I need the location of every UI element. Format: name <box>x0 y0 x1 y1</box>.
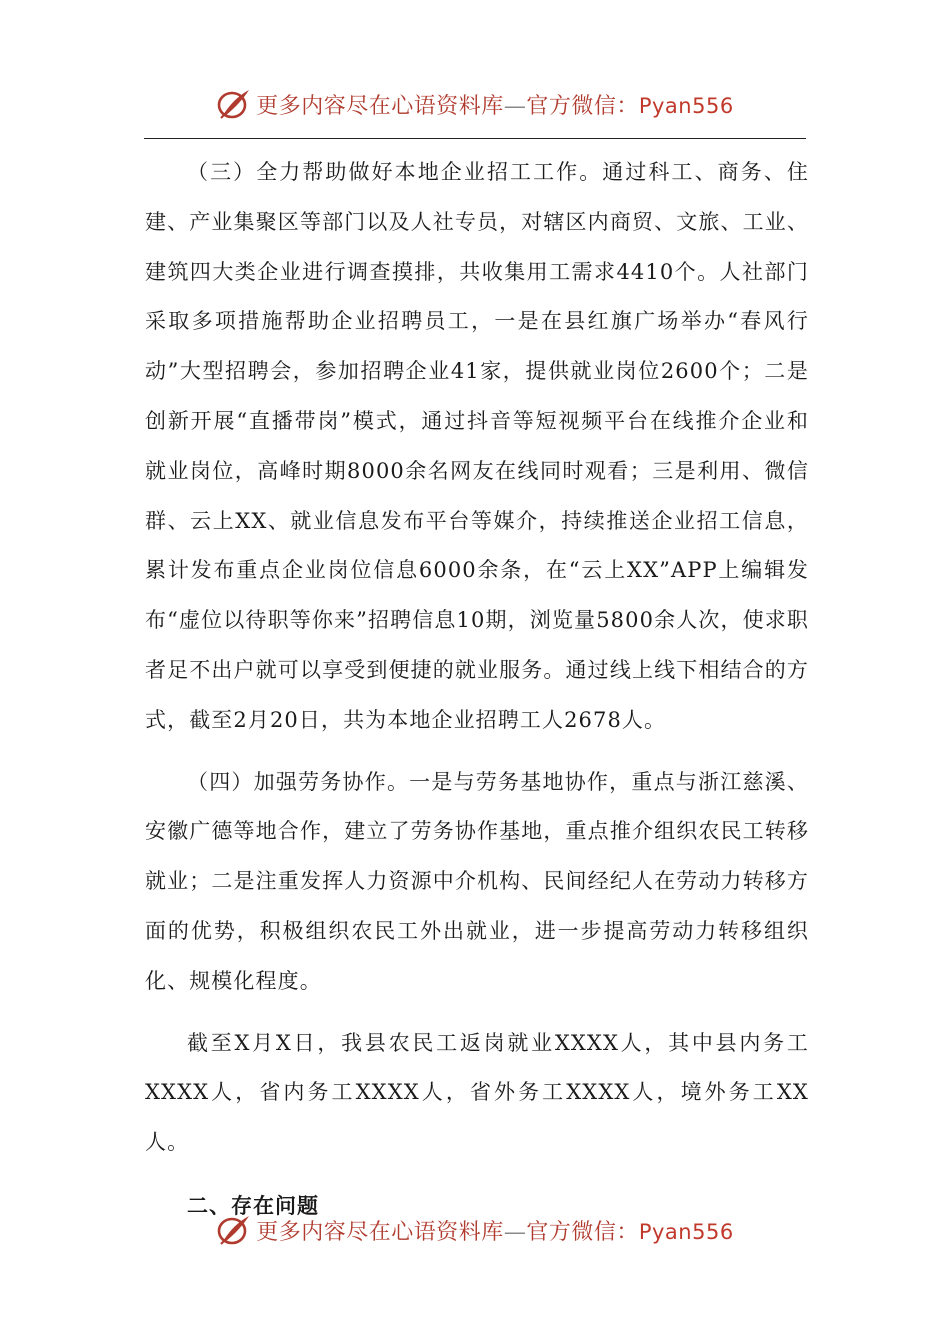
paragraph-statistics: 截至X月X日，我县农民工返岗就业XXXX人，其中县内务工XXXX人，省内务工XXXX人，省外务工XXXX人，境外务工XX人。 <box>145 1030 809 1155</box>
footer-promo-label: 官方微信： <box>526 1219 639 1245</box>
header-promo-wechat: Pyan556 <box>638 93 734 118</box>
footer-promo-cn: 更多内容尽在心语资料库 <box>256 1219 504 1245</box>
quill-pen-icon <box>216 1213 252 1247</box>
header-promo-sep: — <box>503 93 527 119</box>
footer-promo-banner <box>0 1210 950 1250</box>
quill-pen-icon <box>216 87 252 121</box>
paragraph-labor-cooperation: （四）加强劳务协作。一是与劳务基地协作，重点与浙江慈溪、安徽广德等地合作，建立了劳务协作基地，重点推介组织农民工转移就业；二是注重发挥人力资源中介机构、民间经纪人在劳动力转移方面的优势，积极组织农民工外出就业，进一步提高劳动力转移组织化、规模化程度。 <box>145 769 809 993</box>
header-divider <box>144 138 806 139</box>
header-promo-label: 官方微信： <box>526 93 639 119</box>
footer-promo-sep: — <box>503 1219 527 1245</box>
document-body <box>145 148 809 1232</box>
section-heading-problems: 二、存在问题 <box>187 1193 319 1218</box>
footer-promo-text <box>256 1215 733 1246</box>
footer-promo-wechat: Pyan556 <box>638 1219 734 1244</box>
paragraph-recruitment: （三）全力帮助做好本地企业招工工作。通过科工、商务、住建、产业集聚区等部门以及人社专员，对辖区内商贸、文旅、工业、建筑四大类企业进行调查摸排，共收集用工需求4410个。人社部门采取多项措施帮助企业招聘员工，一是在县红旗广场举办“春风行动”大型招聘会，参加招聘企业41家，提供就业岗位2600个；二是创新开展“直播带岗”模式，通过抖音等短视频平台在线推介企业和就业岗位，高峰时期8000余名网友在线同时观看；三是利用、微信群、云上XX、就业信息发布平台等媒介，持续推送企业招工信息，累计发布重点企业岗位信息6000余条，在“云上XX”APP上编辑发布“虚位以待职等你来”招聘信息10期，浏览量5800余人次，使求职者足不出户就可以享受到便捷的就业服务。通过线上线下相结合的方式，截至2月20日，共为本地企业招聘工人2678人。 <box>145 160 809 732</box>
header-promo-text <box>256 89 733 120</box>
header-promo-banner <box>0 84 950 124</box>
header-promo-cn: 更多内容尽在心语资料库 <box>256 93 504 119</box>
